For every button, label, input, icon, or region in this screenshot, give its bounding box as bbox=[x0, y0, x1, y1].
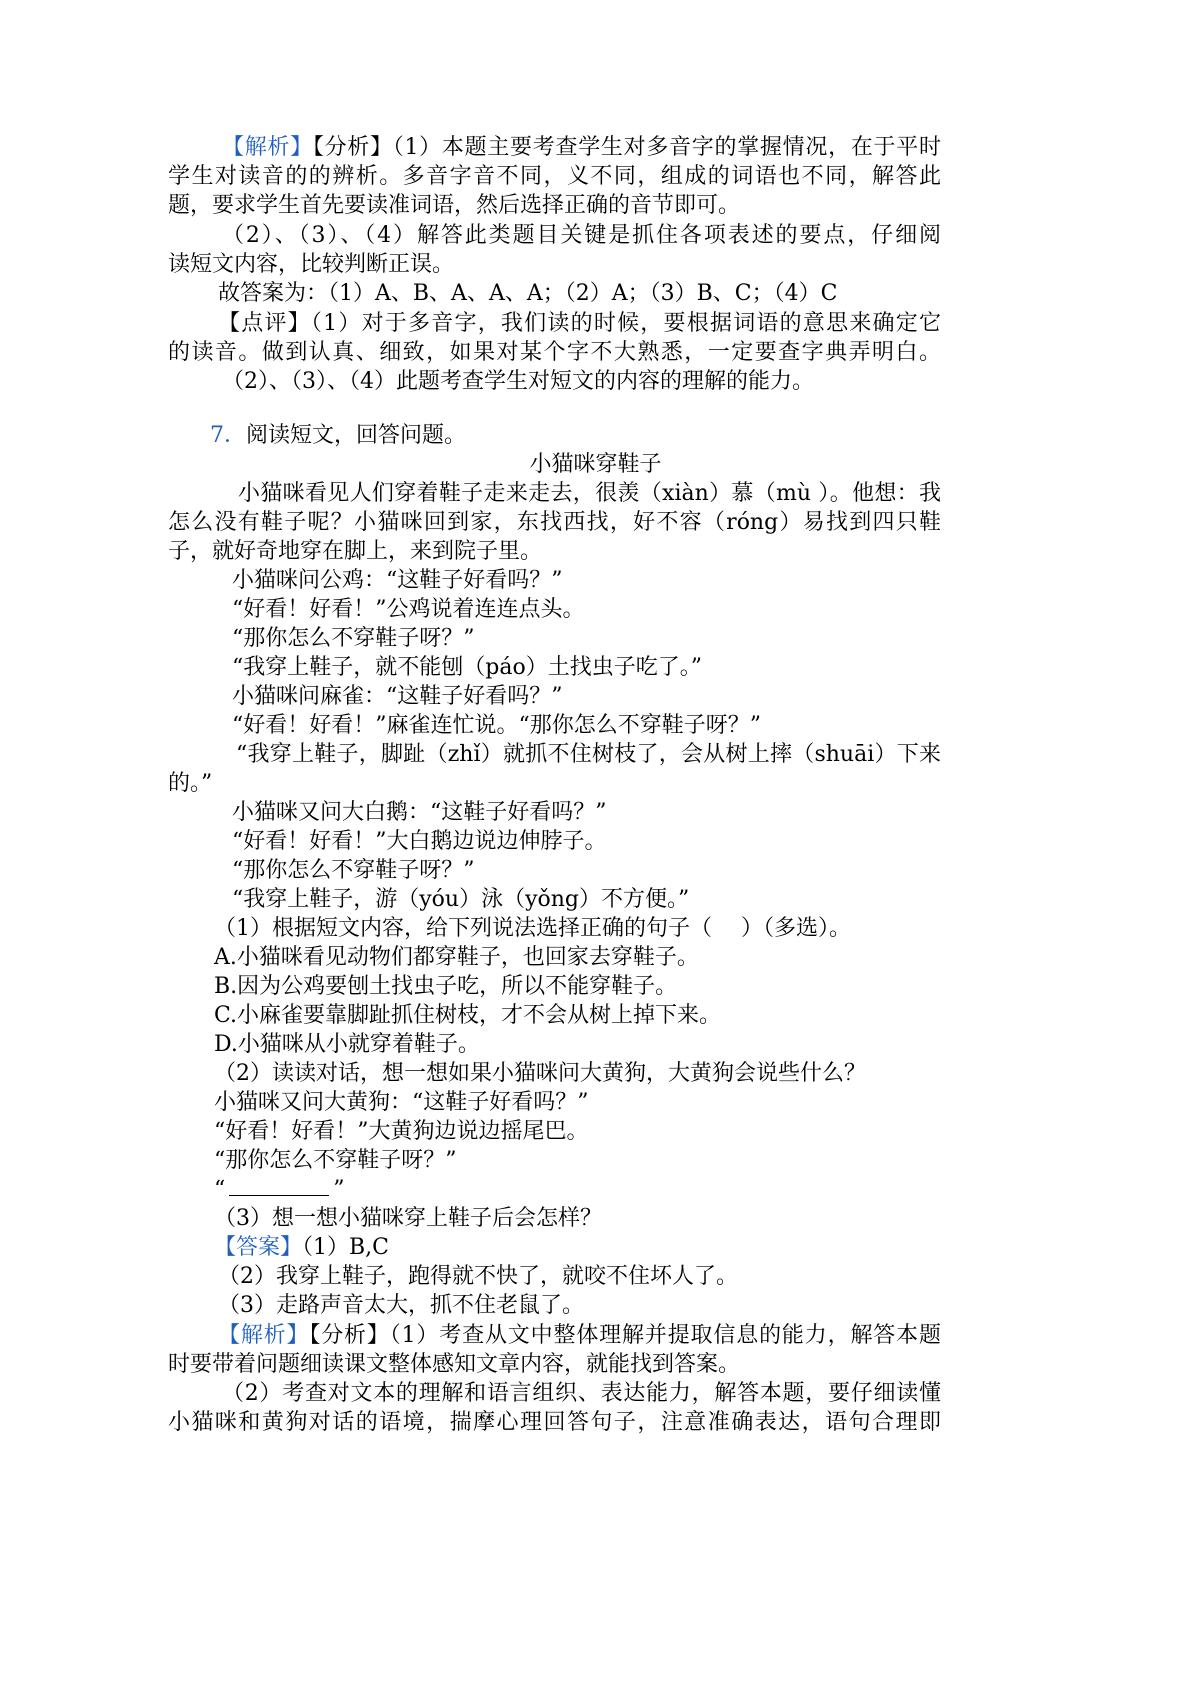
dialogue-line: “我穿上鞋子，就不能刨（páo）土找虫子吃了。” bbox=[232, 655, 702, 680]
dialogue-line: “好看！好看！”麻雀连忙说。“那你怎么不穿鞋子呀？” bbox=[232, 713, 761, 738]
story-paragraph-line-3: 子，就好奇地穿在脚上，来到院子里。 bbox=[168, 539, 543, 564]
answer-line-1: 【答案】（1）B,C bbox=[214, 1235, 390, 1260]
answer-line-3: （3）走路声音太大，抓不住老鼠了。 bbox=[218, 1293, 584, 1318]
option-d: D.小猫咪从小就穿着鞋子。 bbox=[214, 1032, 480, 1057]
dialogue-line: 小猫咪又问大黄狗：“这鞋子好看吗？” bbox=[214, 1090, 589, 1115]
analysis-2-line-4: 小猫咪和黄狗对话的语境，揣摩心理回答句子，注意准确表达，语句合理即 bbox=[168, 1410, 941, 1435]
option-b: B.因为公鸡要刨土找虫子吃，所以不能穿鞋子。 bbox=[214, 974, 678, 999]
analysis-2-line-2: 时要带着问题细读课文整体感知文章内容，就能找到答案。 bbox=[168, 1352, 741, 1377]
comment-line-1: 【点评】（1）对于多音字，我们读的时候，要根据词语的意思来确定它 bbox=[218, 311, 941, 336]
dialogue-line: “好看！好看！”大黄狗边说边摇尾巴。 bbox=[214, 1119, 589, 1144]
story-paragraph-line-2: 怎么没有鞋子呢？小猫咪回到家，东找西找，好不容（róng）易找到四只鞋 bbox=[168, 510, 941, 535]
analysis-line-4: （2）、（3）、（4）解答此类题目关键是抓住各项表述的要点，仔细阅 bbox=[222, 223, 941, 248]
answer-blank-line: “ ” bbox=[214, 1177, 345, 1202]
dialogue-line: “好看！好看！”大白鹅边说边伸脖子。 bbox=[232, 829, 607, 854]
analysis-tag: 【解析】 bbox=[218, 1323, 310, 1348]
sub-question-2: （2）读读对话，想一想如果小猫咪问大黄狗，大黄狗会说些什么？ bbox=[214, 1061, 866, 1086]
analysis-tag: 【解析】 bbox=[222, 135, 313, 160]
option-a: A.小猫咪看见动物们都穿鞋子，也回家去穿鞋子。 bbox=[214, 945, 699, 970]
analysis-line-3: 题，要求学生首先要读准词语，然后选择正确的音节即可。 bbox=[168, 193, 741, 218]
dialogue-line: “好看！好看！”公鸡说着连连点头。 bbox=[232, 597, 585, 622]
dialogue-line: 小猫咪问公鸡：“这鞋子好看吗？” bbox=[232, 568, 563, 593]
dialogue-line: 小猫咪问麻雀：“这鞋子好看吗？” bbox=[232, 684, 563, 709]
dialogue-line: 的。” bbox=[168, 771, 213, 796]
option-c: C.小麻雀要靠脚趾抓住树枝，才不会从树上掉下来。 bbox=[214, 1003, 722, 1028]
dialogue-line: “我穿上鞋子，脚趾（zhǐ）就抓不住树枝了，会从树上摔（shuāi）下来 bbox=[236, 742, 941, 767]
analysis-2-line-1: 【解析】【分析】（1）考查从文中整体理解并提取信息的能力，解答本题 bbox=[218, 1323, 941, 1348]
analysis-line-1: 【解析】【分析】（1）本题主要考查学生对多音字的掌握情况，在于平时 bbox=[222, 135, 941, 160]
analysis-line-2: 学生对读音的的辨析。多音字音不同，义不同，组成的词语也不同，解答此 bbox=[168, 164, 941, 189]
story-paragraph-line-1: 小猫咪看见人们穿着鞋子走来走去，很羡（xiàn）慕（mù ）。他想：我 bbox=[238, 481, 941, 506]
question-7-prompt: 7．阅读短文，回答问题。 bbox=[210, 423, 467, 448]
dialogue-line: “那你怎么不穿鞋子呀？” bbox=[232, 626, 475, 651]
analysis-line-5: 读短文内容，比较判断正误。 bbox=[168, 252, 455, 277]
comment-line-2: 的读音。做到认真、细致，如果对某个字不大熟悉，一定要查字典弄明白。 bbox=[168, 340, 941, 365]
story-title: 小猫咪穿鞋子 bbox=[529, 452, 662, 477]
question-number: 7． bbox=[210, 423, 246, 448]
analysis-2-line-3: （2）考查对文本的理解和语言组织、表达能力，解答本题，要仔细读懂 bbox=[222, 1381, 941, 1406]
dialogue-line: “我穿上鞋子，游（yóu）泳（yǒng）不方便。” bbox=[232, 887, 690, 912]
sub-question-1: （1）根据短文内容，给下列说法选择正确的句子（ ）（多选）。 bbox=[214, 916, 851, 941]
dialogue-line: “那你怎么不穿鞋子呀？” bbox=[232, 858, 475, 883]
sub-question-3: （3）想一想小猫咪穿上鞋子后会怎样？ bbox=[214, 1206, 602, 1231]
dialogue-line: “那你怎么不穿鞋子呀？” bbox=[214, 1148, 457, 1173]
answer-blank[interactable] bbox=[229, 1177, 329, 1196]
answer-tag: 【答案】 bbox=[214, 1235, 303, 1260]
comment-line-3: （2）、（3）、（4）此题考查学生对短文的内容的理解的能力。 bbox=[222, 369, 814, 394]
answer-line-2: （2）我穿上鞋子，跑得就不快了，就咬不住坏人了。 bbox=[218, 1264, 738, 1289]
answer-summary: 故答案为：（1）A、B、A、A、A；（2）A；（3）B、C；（4）C bbox=[218, 281, 838, 306]
dialogue-line: 小猫咪又问大白鹅：“这鞋子好看吗？” bbox=[232, 800, 607, 825]
